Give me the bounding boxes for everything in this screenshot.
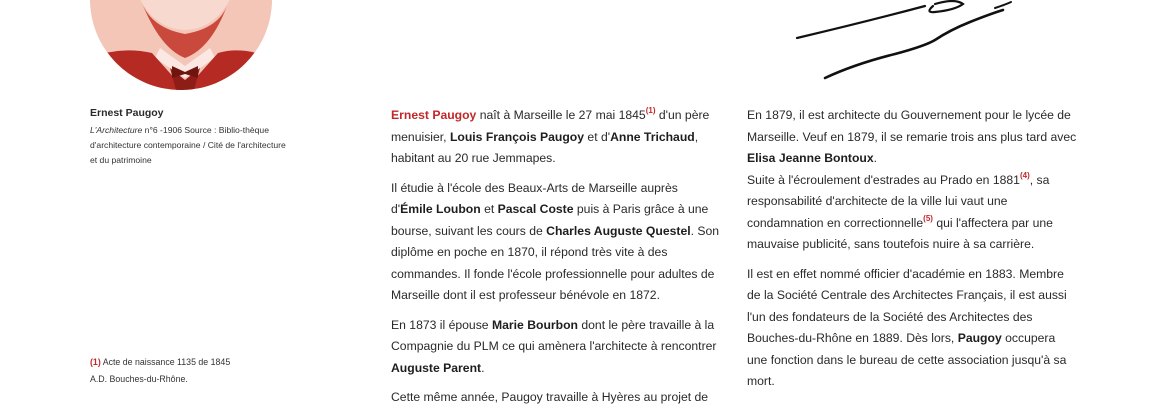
text-run: et d' (584, 129, 611, 144)
text-run: , habitant au 20 rue Jemmapes. (391, 129, 699, 165)
text-run: Il est en effet nommé officier d'académie en 1883. Membre de la Société Centrale des Architectes Français, il est aussi l'un des fondateurs de la Société des Architectes des Bouches-du-Rhône en 1889. Dès lors, (747, 266, 1067, 345)
subject-name: Ernest Paugoy (391, 108, 477, 122)
text-run: qui l'affectera par une mauvaise publicité, sans toutefois nuire à sa carrière. (747, 215, 1053, 251)
text-run: Il étudie à l'école des Beaux-Arts de Marseille auprès d' (391, 180, 678, 216)
person-name: Louis François Paugoy (449, 129, 585, 144)
caption-source-rest: n°6 -1906 Source : Biblio-thèque d'architecture contemporaine / Cité de l'architecture et du patrimoine (90, 125, 286, 165)
text-run: d'un père menuisier, (391, 108, 710, 144)
text-run: et (480, 202, 498, 216)
caption-source (90, 123, 290, 168)
paragraph (747, 264, 1077, 393)
person-name: Elisa Jeanne Bontoux (747, 151, 874, 165)
text-run: . (873, 151, 878, 165)
signature-image (785, 0, 1115, 90)
caption-source-title: L'Architecture (90, 125, 143, 135)
paragraph (747, 170, 1077, 256)
text-run: . Son diplôme en poche en 1870, il répond très vite à des commandes. Il fonde l'école professionnelle pour adultes de Marseille dont il est professeur bénévole en 1872. (391, 223, 720, 302)
paragraph (391, 178, 721, 307)
paragraph (747, 105, 1077, 170)
person-name: Auguste Parent (391, 360, 482, 375)
text-run: . (481, 360, 485, 375)
portrait-caption (90, 106, 290, 168)
footnote-ref[interactable]: (1) (645, 106, 656, 115)
person-name: Marie Bourbon (491, 317, 578, 332)
text-run: En 1873 il épouse (391, 317, 492, 332)
text-column-1 (391, 105, 721, 417)
footnote-text: Acte de naissance 1135 de 1845 (100, 357, 231, 367)
footnote-ref[interactable]: (5) (923, 213, 933, 223)
person-name: Anne Trichaud (610, 129, 695, 144)
portrait-image (90, 0, 272, 90)
text-run: puis à Paris grâce à une bourse, suivant les cours de (391, 202, 709, 238)
caption-name: Ernest Paugoy (90, 107, 164, 119)
footnote-line-2: A.D. Bouches-du-Rhône. (90, 374, 188, 384)
text-run: occupera une fonction dans le bureau de cette association jusqu'à sa mort. (747, 331, 1067, 388)
footnote-number: (1) (90, 357, 101, 367)
person-name: Pascal Coste (497, 202, 574, 216)
text-run: En 1879, il est architecte du Gouvernement pour le lycée de Marseille. Veuf en 1879, il se remarie trois ans plus tard avec (747, 108, 1077, 144)
subject-name: Paugoy (957, 331, 1002, 345)
footnote (90, 354, 310, 388)
text-run: naît à Marseille le 27 mai 1845 (476, 108, 646, 122)
text-run: dont le père travaille à la Compagnie du PLM ce qui amènera l'architecte à rencontrer (391, 317, 717, 353)
paragraph: Cette même année, Paugoy travaille à Hyères au projet de (391, 390, 709, 404)
footnote-line-1 (90, 354, 310, 371)
portrait-illustration (90, 0, 272, 90)
person-name: Émile Loubon (400, 202, 481, 216)
paragraph (391, 315, 721, 380)
person-name: Charles Auguste Questel (546, 223, 691, 238)
text-column-2 (747, 105, 1077, 401)
text-run: , sa responsabilité d'architecte de la ville lui vaut une condamnation en correctionnelle (747, 172, 1050, 230)
text-run: Suite à l'écroulement d'estrades au Prado en 1881 (747, 172, 1020, 187)
paragraph (391, 105, 721, 170)
footnote-ref[interactable]: (4) (1019, 170, 1030, 180)
